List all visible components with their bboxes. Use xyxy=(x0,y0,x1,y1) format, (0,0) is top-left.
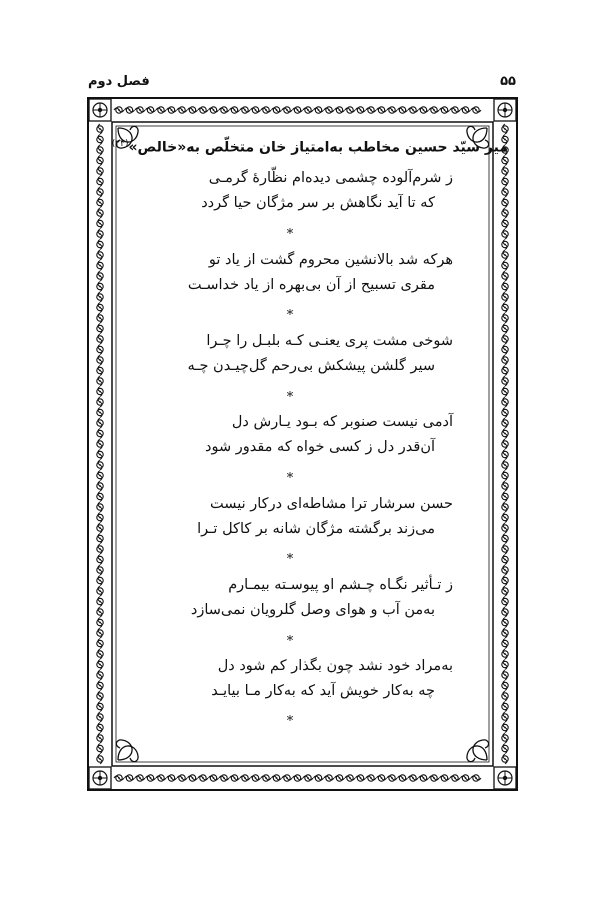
chapter-title: فصل دوم xyxy=(88,74,150,89)
footnote-reference: (۲۴) xyxy=(111,139,129,149)
separator-star: * xyxy=(286,471,294,486)
couplet-1-line-1: ز شرم‌آلوده چشمی دیده‌ام نظّارهٔ گرمـی xyxy=(208,170,453,186)
couplet-6-line-1: ز تـأثیر نگـاه چـشم او پیوسـته بیمـارم xyxy=(228,577,453,593)
couplet-5-line-1: حسن سرشار ترا مشاطه‌ای درکار نیست xyxy=(210,496,453,512)
couplet-7-line-1: به‌مراد خود نشد چون بگذار کم شود دل xyxy=(217,658,453,674)
separator-star: * xyxy=(286,552,294,567)
page-number: ۵۵ xyxy=(500,74,516,89)
couplet-3-line-1: شوخی مشت پری یعنـی کـه بلبـل را چـرا xyxy=(206,333,453,349)
couplet-3-line-2: سیر گلشن پیشکش بی‌رحم گل‌چیـدن چـه xyxy=(187,358,435,374)
separator-star: * xyxy=(286,714,294,729)
couplet-7-line-2: چه به‌کار خویش آید که به‌کار مـا بیایـد xyxy=(211,683,435,699)
poem-heading xyxy=(112,140,508,155)
separator-star: * xyxy=(286,634,294,649)
couplet-1-line-2: که تا آید نگاهش بر سر مژگان حیا گردد xyxy=(201,195,435,211)
separator-star: * xyxy=(286,308,294,323)
couplet-4-line-2: آن‌قدر دل ز کسی خواه که مقدور شود xyxy=(205,439,435,455)
couplet-2-line-2: مقری تسبیح از آن بی‌بهره از یاد خداسـت xyxy=(187,277,435,293)
couplet-6-line-2: به‌من آب و هوای وصل گلرویان نمی‌سازد xyxy=(190,602,435,618)
poet-name: میر سیّد حسین مخاطب به‌امتیاز خان متخلّص به«خالص» xyxy=(128,139,508,156)
separator-star: * xyxy=(286,227,294,242)
separator-star: * xyxy=(286,390,294,405)
couplet-2-line-1: هرکه شد بالانشین محروم گشت از یاد تو xyxy=(208,252,453,268)
couplet-4-line-1: آدمی نیست صنوبر که بـود یـارش دل xyxy=(231,414,453,430)
couplet-5-line-2: می‌زند برگشته مژگان شانه بر کاکل تـرا xyxy=(197,521,435,537)
